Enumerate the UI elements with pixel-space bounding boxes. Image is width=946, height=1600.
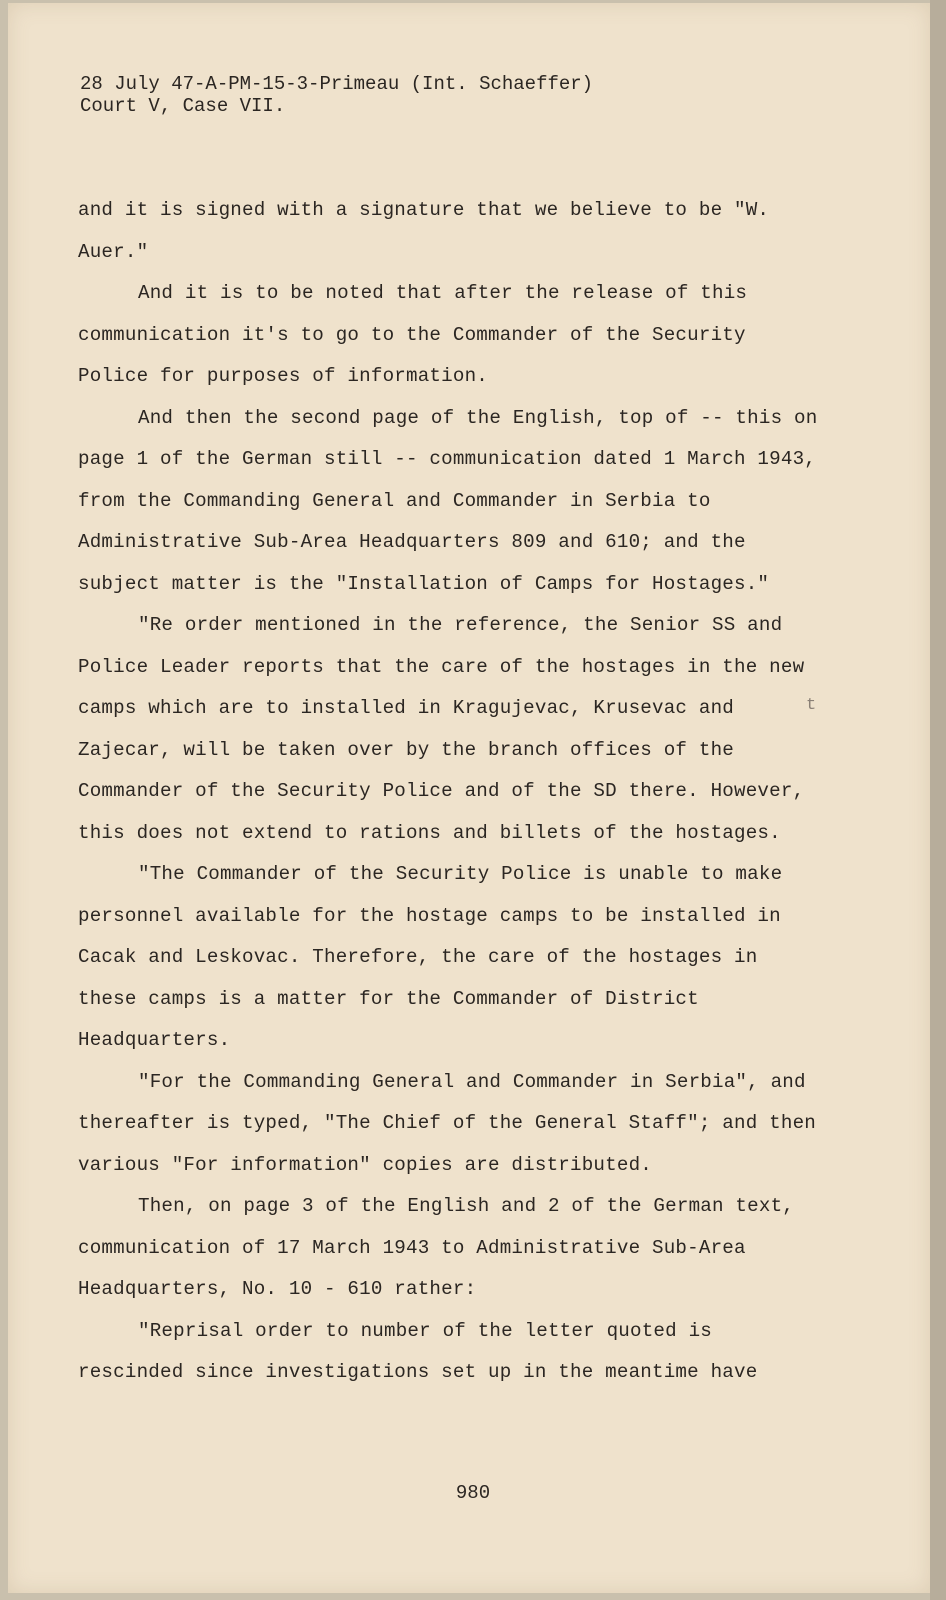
- paragraph-1: and it is signed with a signature that we believe to be "W. Auer.": [78, 199, 770, 263]
- margin-mark: t: [806, 696, 817, 715]
- paragraph-4: "Re order mentioned in the reference, the Senior SS and Police Leader reports that the care of the hostages in the new camps which are to installed in Kragujevac, Krusevac and Zajecar, will be taken over by the branch offices of the Commander of the Security Police and of the SD there. However, this does not extend to rations and billets of the hostages.: [78, 614, 805, 844]
- header-line-1: 28 July 47-A-PM-15-3-Primeau (Int. Schaeffer): [80, 73, 594, 95]
- paragraph-8: "Reprisal order to number of the letter quoted is rescinded since investigations set up in the meantime have: [78, 1319, 758, 1383]
- document-header: [80, 73, 593, 117]
- page-number: 980: [455, 1482, 491, 1504]
- paragraph-6: "For the Commanding General and Commander in Serbia", and thereafter is typed, "The Chief of the General Staff"; and then various "For information" copies are distributed.: [78, 1070, 817, 1176]
- paragraph-2: And it is to be noted that after the release of this communication it's to go to the Commander of the Security Police for purposes of information.: [78, 282, 748, 387]
- paragraph-3: And then the second page of the English, top of -- this on page 1 of the German still -- communication dated 1 March 1943, from the Commanding General and Commander in Serbia to Administrative Sub-Area Headquarters 809 and 610; and the subject matter is the "Installation of Camps for Hostages.": [78, 406, 818, 595]
- paragraph-7: Then, on page 3 of the English and 2 of the German text, communication of 17 March 1943 to Administrative Sub-Area Headquarters, No. 10 - 610 rather:: [78, 1195, 795, 1300]
- transcript-body: [78, 190, 818, 1394]
- paragraph-5: "The Commander of the Security Police is unable to make personnel available for the hostage camps to be installed in Cacak and Leskovac. Therefore, the care of the hostages in these camps is a matter for the Commander of District Headquarters.: [78, 863, 783, 1051]
- header-line-2: Court V, Case VII.: [80, 95, 286, 117]
- page-edge: [930, 0, 946, 1600]
